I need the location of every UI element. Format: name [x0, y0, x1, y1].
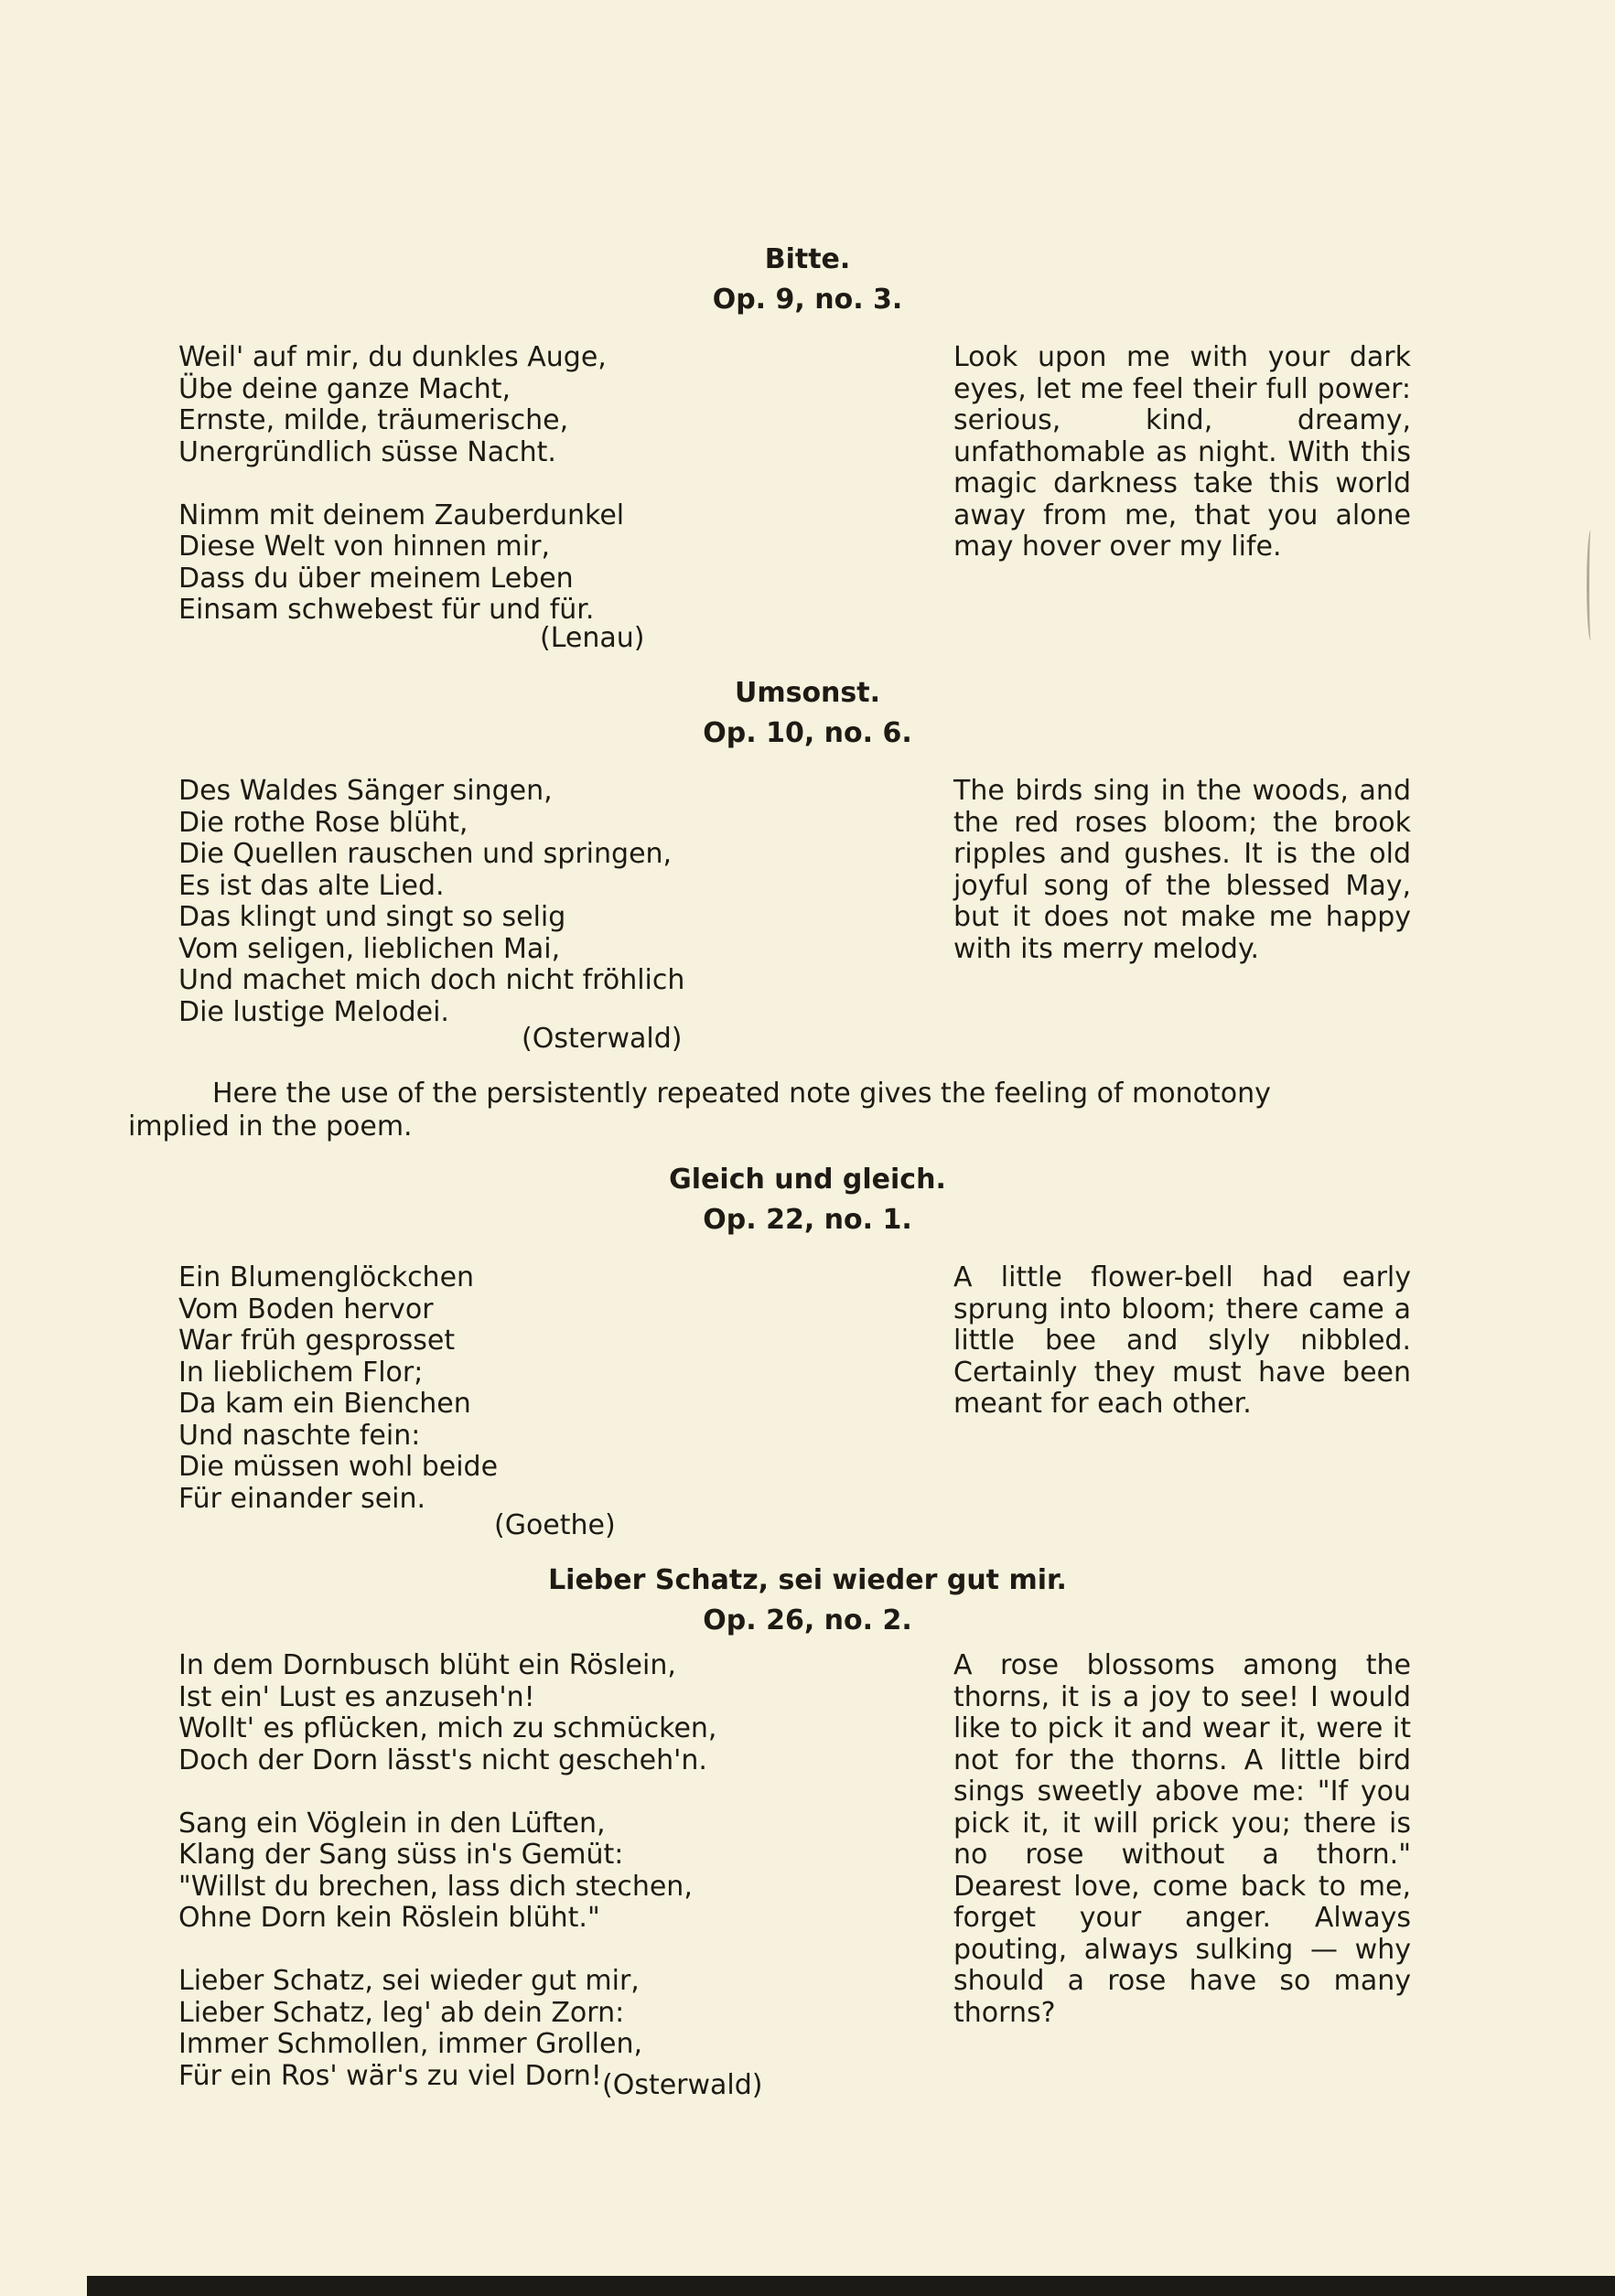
song-heading: [0, 1561, 1615, 1641]
author: (Osterwald): [602, 2069, 763, 2101]
german-text: In dem Dornbusch blüht ein Röslein, Ist ein' Lust es anzuseh'n! Wollt' es pflücken, mich zu schmücken, Doch der Dorn lässt's nicht gescheh'n. Sang ein Vöglein in den Lüften, Klang der Sang süss in's Gemüt: "Willst du brechen, lass dich stechen, Ohne Dorn kein Röslein blüht." Lieber Schatz, sei wieder gut mir, Lieber Schatz, leg' ab dein Zorn: Immer Schmollen, immer Grollen, Für ein Ros' wär's zu viel Dorn!: [178, 1649, 717, 2092]
author: (Goethe): [494, 1509, 616, 1541]
commentary-line: implied in the poem.: [128, 1110, 413, 1143]
english-translation: A little flower-bell had early sprung into bloom; there came a little bee and slyly nibbled. Certainly they must have been meant for each other.: [953, 1261, 1411, 1420]
german-text: Ein Blumenglöckchen Vom Boden hervor War früh gesprosset In lieblichem Flor; Da kam ein Bienchen Und naschte fein: Die müssen wohl beide Für einander sein.: [178, 1261, 499, 1515]
song-title: Gleich und gleich.: [669, 1164, 946, 1196]
song-title: Umsonst.: [734, 677, 881, 709]
german-text: Des Waldes Sänger singen, Die rothe Rose blüht, Die Quellen rauschen und springen, Es ist das alte Lied. Das klingt und singt so selig Vom seligen, lieblichen Mai, Und machet mich doch nicht fröhlich Die lustige Melodei.: [178, 775, 685, 1028]
song-title: Lieber Schatz, sei wieder gut mir.: [548, 1564, 1067, 1596]
paper-edge-mark: [1587, 531, 1595, 640]
commentary-line: Here the use of the persistently repeated note gives the feeling of monotony: [212, 1078, 1271, 1110]
commentary: [128, 1078, 1409, 1143]
english-translation: Look upon me with your dark eyes, let me feel their full power: serious, kind, dreamy, unfathomable as night. With this magic darkness take this world away from me, that you alone may hover over my life.: [953, 341, 1411, 563]
english-translation: The birds sing in the woods, and the red roses bloom; the brook ripples and gushes. It is the old joyful song of the blessed May, but it does not make me happy with its merry melody.: [953, 775, 1411, 965]
author: (Lenau): [540, 622, 645, 654]
song-opus: Op. 26, no. 2.: [703, 1604, 912, 1636]
german-text: Weil' auf mir, du dunkles Auge, Übe deine ganze Macht, Ernste, milde, träumerische, Unergründlich süsse Nacht. Nimm mit deinem Zauberdunkel Diese Welt von hinnen mir, Dass du über meinem Leben Einsam schwebest für und für.: [178, 341, 625, 626]
scan-bottom-edge: [87, 2276, 1615, 2296]
song-heading: [0, 673, 1615, 754]
song-title: Bitte.: [764, 243, 851, 275]
song-heading: [0, 240, 1615, 320]
english-translation: A rose blossoms among the thorns, it is a joy to see! I would like to pick it and wear it, were it not for the thorns. A little bird sings sweetly above me: "If you pick it, it will prick you; there is no rose without a thorn." Dearest love, come back to me, forget your anger. Always pouting, always sulking — why should a rose have so many thorns?: [953, 1649, 1411, 2029]
song-opus: Op. 22, no. 1.: [703, 1204, 912, 1236]
song-heading: [0, 1160, 1615, 1240]
song-opus: Op. 9, no. 3.: [712, 284, 903, 316]
song-opus: Op. 10, no. 6.: [703, 717, 912, 749]
author: (Osterwald): [522, 1023, 683, 1055]
